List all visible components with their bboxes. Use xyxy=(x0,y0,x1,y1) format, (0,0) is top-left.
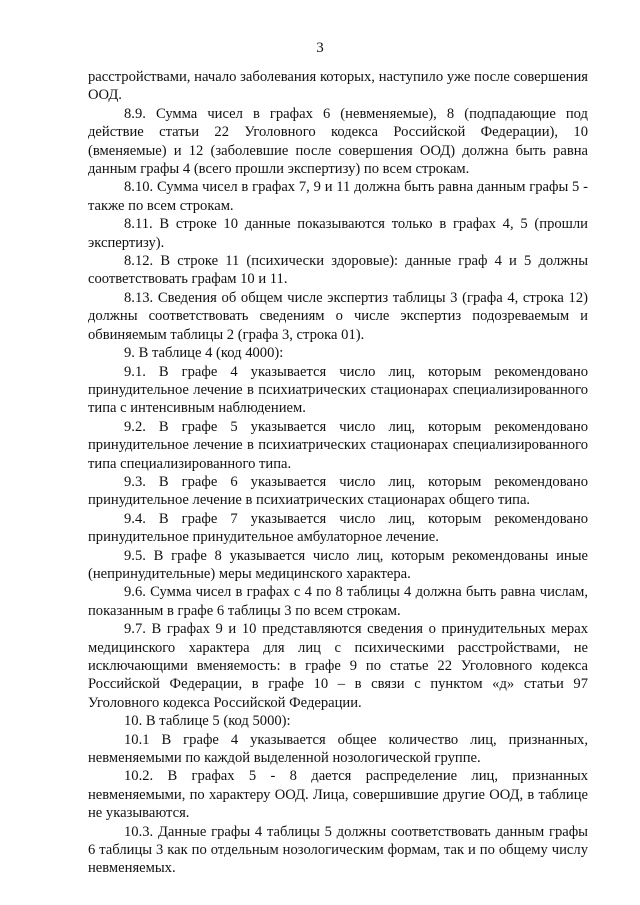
paragraph-9-6: 9.6. Сумма чисел в графах с 4 по 8 таблицы 4 должна быть равна числам, показанным в графе 6 таблицы 3 по всем строкам. xyxy=(88,584,588,619)
paragraph-9-5: 9.5. В графе 8 указывается число лиц, которым рекомендованы иные (непринудительные) меры медицинского характера. xyxy=(88,547,588,582)
document-body xyxy=(88,68,588,878)
paragraph-9-1: 9.1. В графе 4 указывается число лиц, которым рекомендовано принудительное лечение в психиатрических стационарах специализированного типа с интенсивным наблюдением. xyxy=(88,363,588,417)
paragraph-10-2: 10.2. В графах 5 - 8 дается распределение лиц, признанных невменяемыми, по характеру ООД. Лица, совершившие другие ООД, в таблице не указываются. xyxy=(88,768,588,822)
paragraph-9-3: 9.3. В графе 6 указывается число лиц, которым рекомендовано принудительное лечение в психиатрических стационарах общего типа. xyxy=(88,473,588,509)
paragraph-8-12: 8.12. В строке 11 (психически здоровые): данные граф 4 и 5 должны соответствовать графам 10 и 11. xyxy=(88,253,588,288)
paragraph-9-4: 9.4. В графе 7 указывается число лиц, которым рекомендовано принудительное принудительное амбулаторное лечение. xyxy=(88,510,588,546)
page-number: 3 xyxy=(316,40,324,56)
paragraph-8-11: 8.11. В строке 10 данные показываются только в графах 4, 5 (прошли экспертизу). xyxy=(88,216,588,251)
paragraph-9-7: 9.7. В графах 9 и 10 представляются сведения о принудительных мерах медицинского характера для лиц с психическими расстройствами, не исключающими вменяемость: в графе 9 по статье 22 Уголовного кодекса Российской Федерации, в графе 10 – в связи с пунктом «д» статьи 97 Уголовного кодекса Российской Федерации. xyxy=(88,621,588,711)
paragraph-continuation: расстройствами, начало заболевания которых, наступило уже после совершения ООД. xyxy=(88,69,588,104)
paragraph-8-10: 8.10. Сумма чисел в графах 7, 9 и 11 должна быть равна данным графы 5 - также по всем строкам. xyxy=(88,179,588,214)
paragraph-10-1: 10.1 В графе 4 указывается общее количество лиц, признанных, невменяемыми по каждой выделенной нозологической группе. xyxy=(88,731,588,767)
paragraph-9-2: 9.2. В графе 5 указывается число лиц, которым рекомендовано принудительное лечение в психиатрических стационарах специализированного типа специализированного типа. xyxy=(88,418,588,472)
paragraph-10: 10. В таблице 5 (код 5000): xyxy=(124,713,291,730)
paragraph-8-9: 8.9. Сумма чисел в графах 6 (невменяемые), 8 (подпадающие под действие статьи 22 Уголовного кодекса Российской Федерации), 10 (вменяемые) и 12 (заболевшие после совершения ООД) должна быть равна данным графы 4 (всего прошли экспертизу) по всем строкам. xyxy=(88,105,588,178)
paragraph-9: 9. В таблице 4 (код 4000): xyxy=(124,345,284,362)
paragraph-8-13: 8.13. Сведения об общем числе экспертиз таблицы 3 (графа 4, строка 12) должны соответствовать сведениям о числе экспертиз подозреваемым и обвиняемым таблицы 2 (графа 3, строка 01). xyxy=(88,289,588,343)
paragraph-10-3: 10.3. Данные графы 4 таблицы 5 должны соответствовать данным графы 6 таблицы 3 как по отдельным нозологическим формам, так и по общему числу невменяемых. xyxy=(88,823,588,877)
